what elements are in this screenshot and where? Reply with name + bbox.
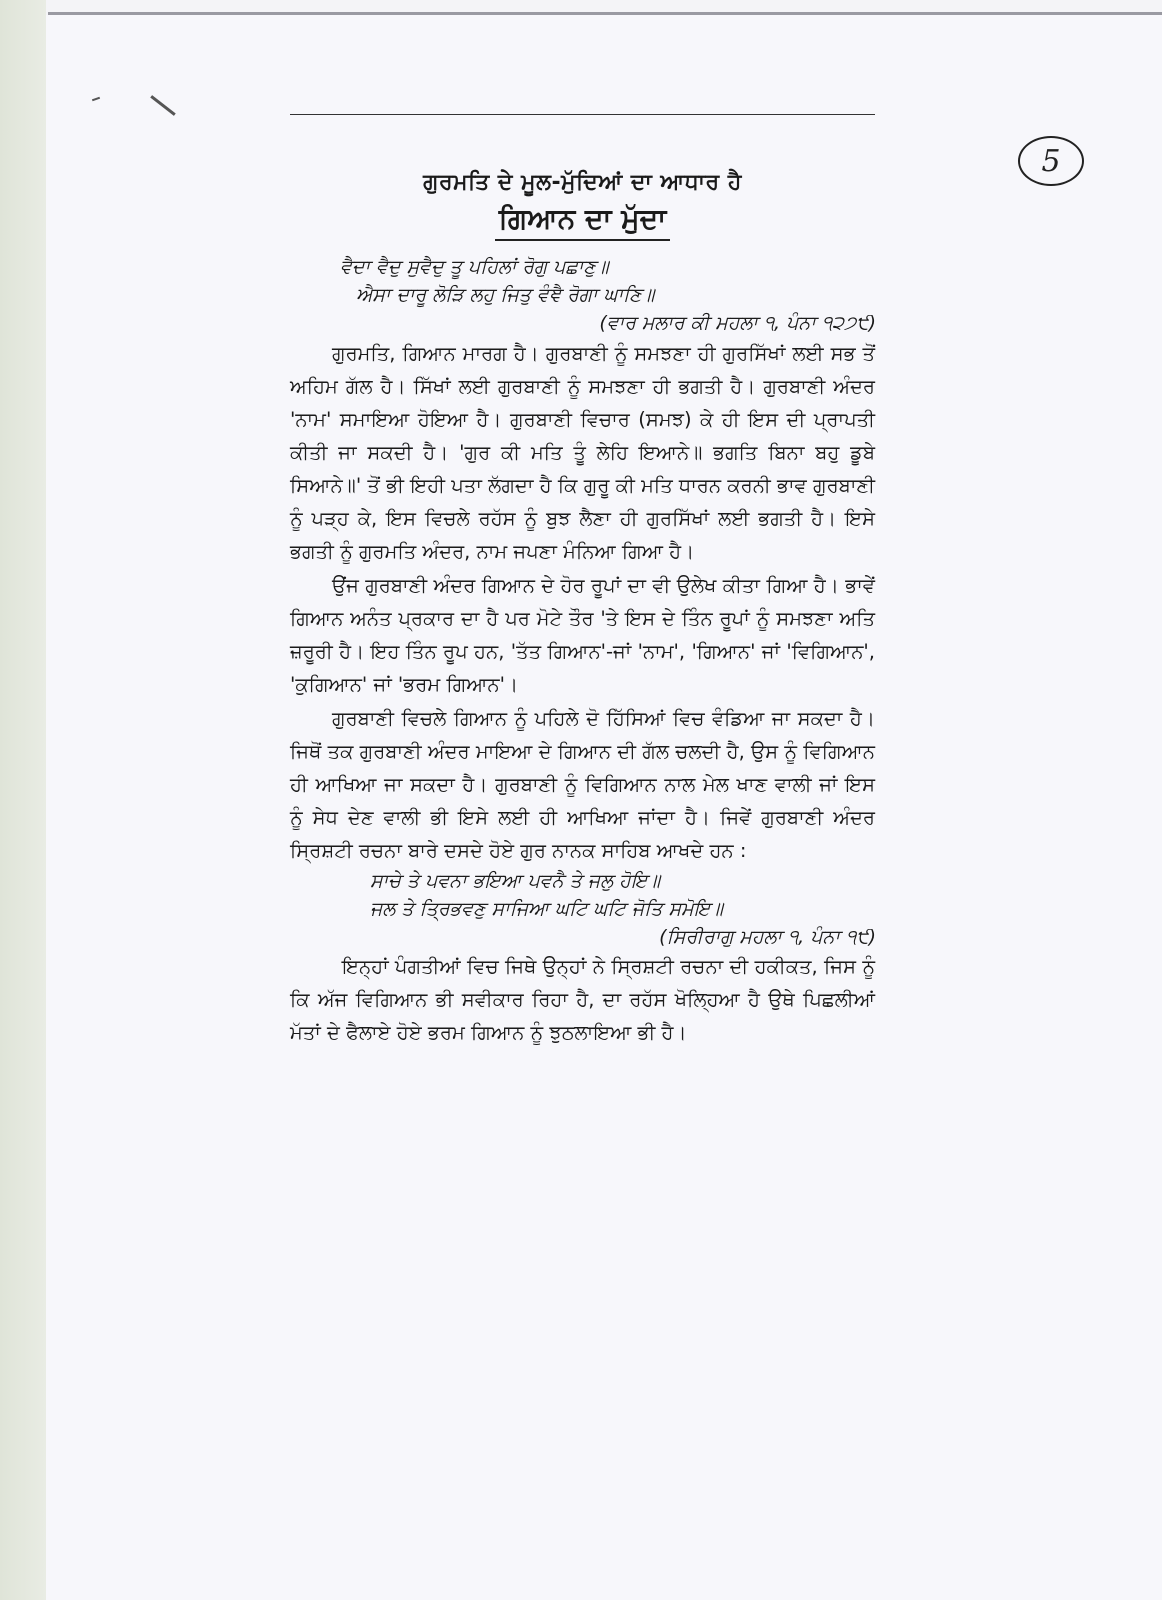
verse2-line2: ਜਲ ਤੇ ਤ੍ਰਿਭਵਣੁ ਸਾਜਿਆ ਘਟਿ ਘਟਿ ਜੋਤਿ ਸਮੋਇ॥ <box>370 898 723 920</box>
page-number: 5 <box>1018 136 1084 186</box>
paragraph-2: ਉਂਜ ਗੁਰਬਾਣੀ ਅੰਦਰ ਗਿਆਨ ਦੇ ਹੋਰ ਰੂਪਾਂ ਦਾ ਵੀ ਉਲੇਖ ਕੀਤਾ ਗਿਆ ਹੈ। ਭਾਵੇਂ ਗਿਆਨ ਅਨੰਤ ਪ੍ਰਕਾਰ ਦਾ ਹੈ ਪਰ ਮੋਟੇ ਤੌਰ 'ਤੇ ਇਸ ਦੇ ਤਿੰਨ ਰੂਪਾਂ ਨੂੰ ਸਮਝਣਾ ਅਤਿ ਜ਼ਰੂਰੀ ਹੈ। ਇਹ ਤਿੰਨ ਰੂਪ ਹਨ, 'ਤੱਤ ਗਿਆਨ'-ਜਾਂ 'ਨਾਮ', 'ਗਿਆਨ' ਜਾਂ 'ਵਿਗਿਆਨ', 'ਕੁਗਿਆਨ' ਜਾਂ 'ਭਰਮ ਗਿਆਨ'। <box>290 574 875 696</box>
verse2-line1: ਸਾਚੇ ਤੇ ਪਵਨਾ ਭਇਆ ਪਵਨੈ ਤੇ ਜਲੁ ਹੋਇ॥ <box>370 870 661 892</box>
page-title-text: ਗਿਆਨ ਦਾ ਮੁੱਦਾ <box>495 202 670 241</box>
top-rule <box>290 114 875 115</box>
verse1-line1: ਵੈਦਾ ਵੈਦੁ ਸੁਵੈਦੁ ਤੂ ਪਹਿਲਾਂ ਰੋਗੁ ਪਛਾਣੁ॥ <box>340 256 609 278</box>
verse2-reference: (ਸਿਰੀਰਾਗੁ ਮਹਲਾ ੧, ਪੰਨਾ ੧੯) <box>659 926 876 948</box>
paragraph-3: ਗੁਰਬਾਣੀ ਵਿਚਲੇ ਗਿਆਨ ਨੂੰ ਪਹਿਲੇ ਦੋ ਹਿੱਸਿਆਂ ਵਿਚ ਵੰਡਿਆ ਜਾ ਸਕਦਾ ਹੈ। ਜਿਥੋਂ ਤਕ ਗੁਰਬਾਣੀ ਅੰਦਰ ਮਾਇਆ ਦੇ ਗਿਆਨ ਦੀ ਗੱਲ ਚਲਦੀ ਹੈ, ਉਸ ਨੂੰ ਵਿਗਿਆਨ ਹੀ ਆਖਿਆ ਜਾ ਸਕਦਾ ਹੈ। ਗੁਰਬਾਣੀ ਨੂੰ ਵਿਗਿਆਨ ਨਾਲ ਮੇਲ ਖਾਣ ਵਾਲੀ ਜਾਂ ਇਸ ਨੂੰ ਸੇਧ ਦੇਣ ਵਾਲੀ ਭੀ ਇਸੇ ਲਈ ਹੀ ਆਖਿਆ ਜਾਂਦਾ ਹੈ। ਜਿਵੇਂ ਗੁਰਬਾਣੀ ਅੰਦਰ ਸ੍ਰਿਸ਼ਟੀ ਰਚਨਾ ਬਾਰੇ ਦਸਦੇ ਹੋਏ ਗੁਰ ਨਾਨਕ ਸਾਹਿਬ ਆਖਦੇ ਹਨ : <box>290 707 875 862</box>
closing-paragraph: ਇਨ੍ਹਾਂ ਪੰਗਤੀਆਂ ਵਿਚ ਜਿਥੇ ਉਨ੍ਹਾਂ ਨੇ ਸ੍ਰਿਸ਼ਟੀ ਰਚਨਾ ਦੀ ਹਕੀਕਤ, ਜਿਸ ਨੂੰ ਕਿ ਅੱਜ ਵਿਗਿਆਨ ਭੀ ਸਵੀਕਾਰ ਰਿਹਾ ਹੈ, ਦਾ ਰਹੱਸ ਖੋਲ੍ਹਿਆ ਹੈ ਉਥੇ ਪਿਛਲੀਆਂ ਮੱਤਾਂ ਦੇ ਫੈਲਾਏ ਹੋਏ ਭਰਮ ਗਿਆਨ ਨੂੰ ਝੁਠਲਾਇਆ ਭੀ ਹੈ। <box>290 955 875 1044</box>
scan-edge-top <box>48 12 1162 15</box>
verse1-reference: (ਵਾਰ ਮਲਾਰ ਕੀ ਮਹਲਾ ੧, ਪੰਨਾ ੧੨੭੯) <box>599 312 876 334</box>
paragraph-1: ਗੁਰਮਤਿ, ਗਿਆਨ ਮਾਰਗ ਹੈ। ਗੁਰਬਾਣੀ ਨੂੰ ਸਮਝਣਾ ਹੀ ਗੁਰਸਿੱਖਾਂ ਲਈ ਸਭ ਤੋਂ ਅਹਿਮ ਗੱਲ ਹੈ। ਸਿੱਖਾਂ ਲਈ ਗੁਰਬਾਣੀ ਨੂੰ ਸਮਝਣਾ ਹੀ ਭਗਤੀ ਹੈ। ਗੁਰਬਾਣੀ ਅੰਦਰ 'ਨਾਮ' ਸਮਾਇਆ ਹੋਇਆ ਹੈ। ਗੁਰਬਾਣੀ ਵਿਚਾਰ (ਸਮਝ) ਕੇ ਹੀ ਇਸ ਦੀ ਪ੍ਰਾਪਤੀ ਕੀਤੀ ਜਾ ਸਕਦੀ ਹੈ। 'ਗੁਰ ਕੀ ਮਤਿ ਤੂੰ ਲੇਹਿ ਇਆਨੇ॥ ਭਗਤਿ ਬਿਨਾ ਬਹੁ ਡੂਬੇ ਸਿਆਨੇ॥' ਤੋਂ ਭੀ ਇਹੀ ਪਤਾ ਲੱਗਦਾ ਹੈ ਕਿ ਗੁਰੂ ਕੀ ਮਤਿ ਧਾਰਨ ਕਰਨੀ ਭਾਵ ਗੁਰਬਾਣੀ ਨੂੰ ਪੜ੍ਹ ਕੇ, ਇਸ ਵਿਚਲੇ ਰਹੱਸ ਨੂੰ ਬੁਝ ਲੈਣਾ ਹੀ ਗੁਰਸਿੱਖਾਂ ਲਈ ਭਗਤੀ ਹੈ। ਇਸੇ ਭਗਤੀ ਨੂੰ ਗੁਰਮਤਿ ਅੰਦਰ, ਨਾਮ ਜਪਣਾ ਮੰਨਿਆ ਗਿਆ ਹੈ। <box>290 342 875 563</box>
page-title-line2 <box>290 202 875 236</box>
scan-edge-left <box>0 0 46 1600</box>
verse1-line2: ਐਸਾ ਦਾਰੂ ਲੋੜਿ ਲਹੁ ਜਿਤੁ ਵੰਞੈ ਰੋਗਾ ਘਾਣਿ॥ <box>356 284 655 306</box>
page-title-line1: ਗੁਰਮਤਿ ਦੇ ਮੂਲ-ਮੁੱਦਿਆਂ ਦਾ ਆਧਾਰ ਹੈ <box>423 170 742 195</box>
